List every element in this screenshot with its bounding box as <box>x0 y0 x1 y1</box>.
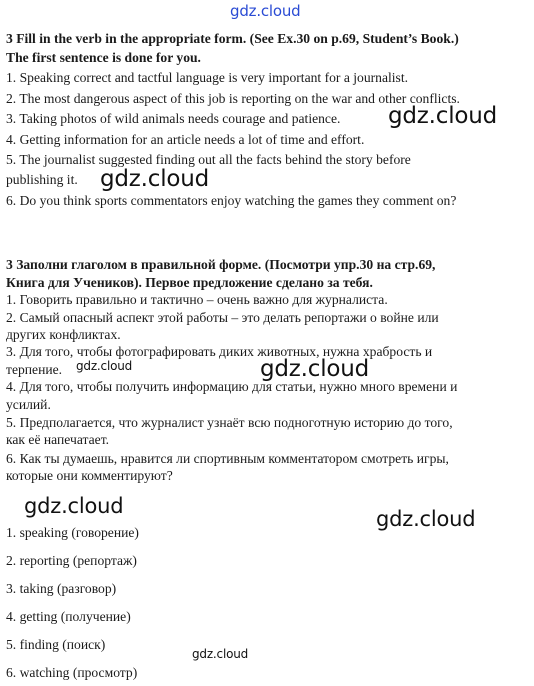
sentence-ru-continued: как её напечатает. <box>6 432 110 447</box>
sentence-ru: 5. Предполагается, что журналист узнаёт всю подноготную историю до того, <box>6 415 453 430</box>
watermark: gdz.cloud <box>100 166 210 192</box>
answer-item: 2. reporting (репортаж) <box>6 553 137 568</box>
sentence-ru: 1. Говорить правильно и тактично – очень важно для журналиста. <box>6 292 388 307</box>
exercise-instruction-ru: Книга для Учеников). Первое предложение сделано за тебя. <box>6 275 373 290</box>
watermark: gdz.cloud <box>260 356 370 382</box>
sentence-ru-continued: усилий. <box>6 397 51 412</box>
answer-item: 3. taking (разговор) <box>6 581 117 596</box>
exercise-instruction-en: The first sentence is done for you. <box>6 50 201 65</box>
watermark: gdz.cloud <box>76 359 133 373</box>
sentence-en: 5. The journalist suggested finding out all the facts behind the story before <box>6 152 411 167</box>
sentence-en: 6. Do you think sports commentators enjoy watching the games they comment on? <box>6 193 457 208</box>
sentence-ru-continued: терпение. <box>6 362 63 377</box>
watermark: gdz.cloud <box>24 494 124 518</box>
watermark-top: gdz.cloud <box>230 2 301 20</box>
watermark: gdz.cloud <box>192 647 249 661</box>
watermark: gdz.cloud <box>376 507 476 531</box>
exercise-heading-ru: 3 Заполни глаголом в правильной форме. (Посмотри упр.30 на стр.69, <box>6 257 436 272</box>
answer-item: 5. finding (поиск) <box>6 637 106 652</box>
sentence-en: 4. Getting information for an article needs a lot of time and effort. <box>6 132 365 147</box>
sentence-ru-continued: которые они комментируют? <box>6 468 173 483</box>
watermark: gdz.cloud <box>388 103 498 129</box>
sentence-ru: 6. Как ты думаешь, нравится ли спортивным комментатором смотреть игры, <box>6 451 449 466</box>
sentence-en: 1. Speaking correct and tactful language is very important for a journalist. <box>6 70 409 85</box>
sentence-en-continued: publishing it. <box>6 172 78 187</box>
exercise-heading-en: 3 Fill in the verb in the appropriate form. (See Ex.30 on p.69, Student’s Book.) <box>6 31 459 46</box>
answer-item: 1. speaking (говорение) <box>6 525 139 540</box>
sentence-en: 2. The most dangerous aspect of this job is reporting on the war and other conflicts. <box>6 91 460 106</box>
sentence-en: 3. Taking photos of wild animals needs courage and patience. <box>6 111 341 126</box>
sentence-ru: 4. Для того, чтобы получить информацию для статьи, нужно много времени и <box>6 379 458 394</box>
sentence-ru: 3. Для того, чтобы фотографировать диких животных, нужна храбрость и <box>6 344 433 359</box>
sentence-ru-continued: других конфликтах. <box>6 327 121 342</box>
answer-item: 4. getting (получение) <box>6 609 131 624</box>
answer-item: 6. watching (просмотр) <box>6 665 138 680</box>
sentence-ru: 2. Самый опасный аспект этой работы – это делать репортажи о войне или <box>6 310 439 325</box>
